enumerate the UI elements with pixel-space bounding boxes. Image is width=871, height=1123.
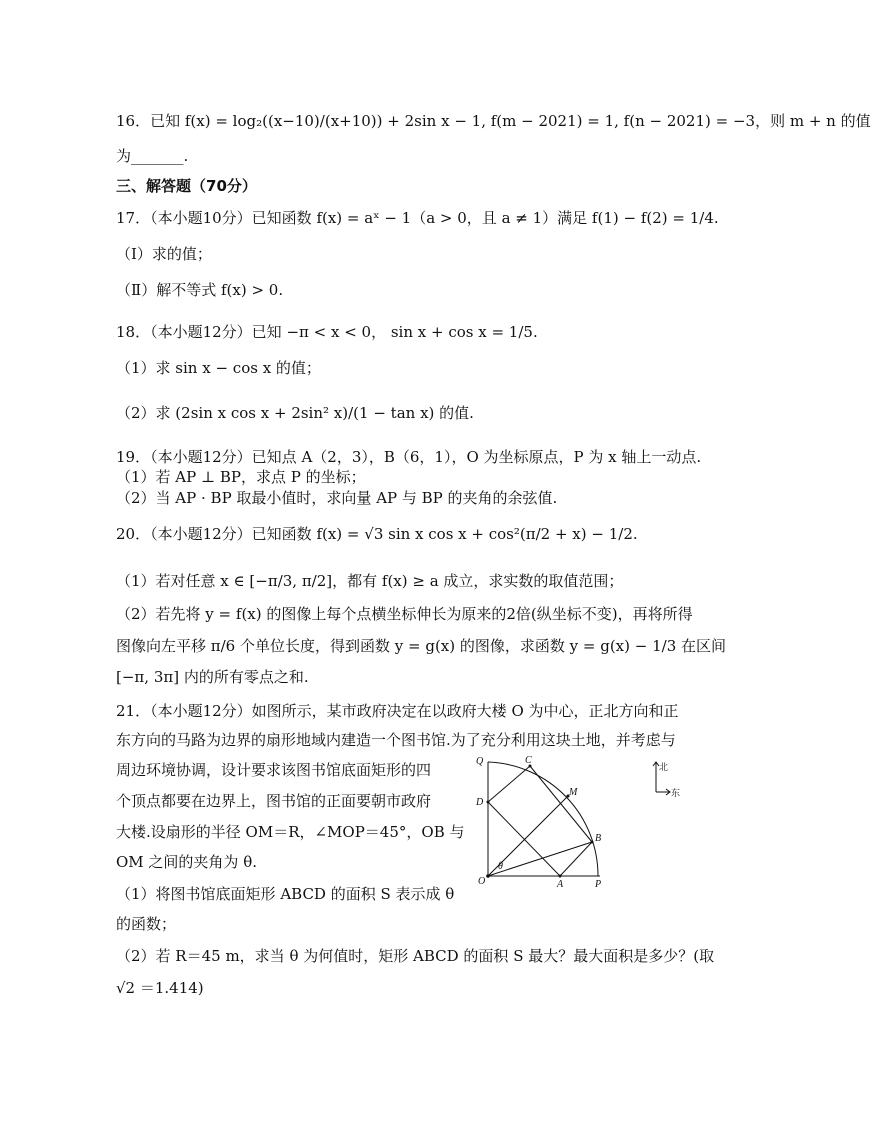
q21-line5: 大楼.设扇形的半径 OM＝R，∠MOP＝45°，OB 与 (116, 823, 465, 841)
q17-stem: 17．（本小题10分）已知函数 f(x) = aˣ − 1（a > 0，且 a ≠ 1）满足 f(1) − f(2) = 1/4. (116, 209, 719, 227)
label-q: Q (476, 756, 484, 767)
q21-line7: （1）将图书馆底面矩形 ABCD 的面积 S 表示成 θ (116, 885, 455, 903)
q17-part2: （Ⅱ）解不等式 f(x) > 0. (116, 281, 284, 299)
label-a: A (557, 879, 564, 890)
label-b: B (595, 833, 602, 844)
q18-part2: （2）求 (2sin x cos x + 2sin² x)/(1 − tan x) 的值. (116, 404, 474, 422)
label-c: C (525, 755, 532, 766)
q16-line1: 16．已知 f(x) = log₂((x−10)/(x+10)) + 2sin x − 1, f(m − 2021) = 1, f(n − 2021) = −3，则 m + n 的值 (116, 112, 871, 130)
q20-part2b: 图像向左平移 π/6 个单位长度，得到函数 y = g(x) 的图像，求函数 y = g(x) − 1/3 在区间 (116, 637, 727, 655)
q21-line3: 周边环境协调，设计要求该图书馆底面矩形的四 (116, 761, 432, 779)
label-d: D (476, 797, 484, 808)
q20-stem: 20．（本小题12分）已知函数 f(x) = √3 sin x cos x + cos²(π/2 + x) − 1/2. (116, 525, 638, 543)
label-p: P (595, 879, 602, 890)
compass-north: 北 (659, 762, 669, 772)
q21-line1: 21．（本小题12分）如图所示，某市政府决定在以政府大楼 O 为中心，正北方向和正 (116, 702, 679, 720)
q18-stem: 18．（本小题12分）已知 −π < x < 0， sin x + cos x = 1/5. (116, 323, 538, 341)
q21-line8: 的函数； (116, 915, 177, 933)
q20-part2c: [−π, 3π] 内的所有零点之和. (116, 668, 309, 686)
q21-line4: 个顶点都要在边界上，图书馆的正面要朝市政府 (116, 792, 432, 810)
q17-part1: （Ⅰ）求的值； (116, 245, 212, 263)
q21-line10: √2 ＝1.414) (116, 979, 204, 997)
q21-line2: 东方向的马路为边界的扇形地域内建造一个图书馆.为了充分利用这块土地，并考虑与 (116, 731, 676, 749)
q18-part1: （1）求 sin x − cos x 的值； (116, 359, 321, 377)
label-theta: θ (498, 861, 503, 872)
q19-stem: 19．（本小题12分）已知点 A（2，3），B（6，1），O 为坐标原点，P 为 x 轴上一动点. (116, 448, 702, 466)
q19-part2: （2）当 AP · BP 取最小值时，求向量 AP 与 BP 的夹角的余弦值. (116, 489, 558, 507)
q21-line9: （2）若 R＝45 m，求当 θ 为何值时，矩形 ABCD 的面积 S 最大？最大面积是多少？(取 (116, 947, 715, 965)
section-heading: 三、解答题（70分） (116, 177, 257, 195)
label-m: M (569, 787, 578, 798)
q19-part1: （1）若 AP ⊥ BP，求点 P 的坐标； (116, 468, 366, 486)
label-o: O (478, 876, 486, 887)
q20-part1: （1）若对任意 x ∈ [−π/3, π/2]，都有 f(x) ≥ a 成立，求实数的取值范围； (116, 572, 624, 590)
sector-figure (470, 752, 700, 892)
compass-east: 东 (671, 788, 681, 798)
q16-line2: 为_______. (116, 147, 189, 165)
q20-part2a: （2）若先将 y = f(x) 的图像上每个点横坐标伸长为原来的2倍(纵坐标不变)，再将所得 (116, 605, 693, 623)
q21-line6: OM 之间的夹角为 θ. (116, 853, 257, 871)
